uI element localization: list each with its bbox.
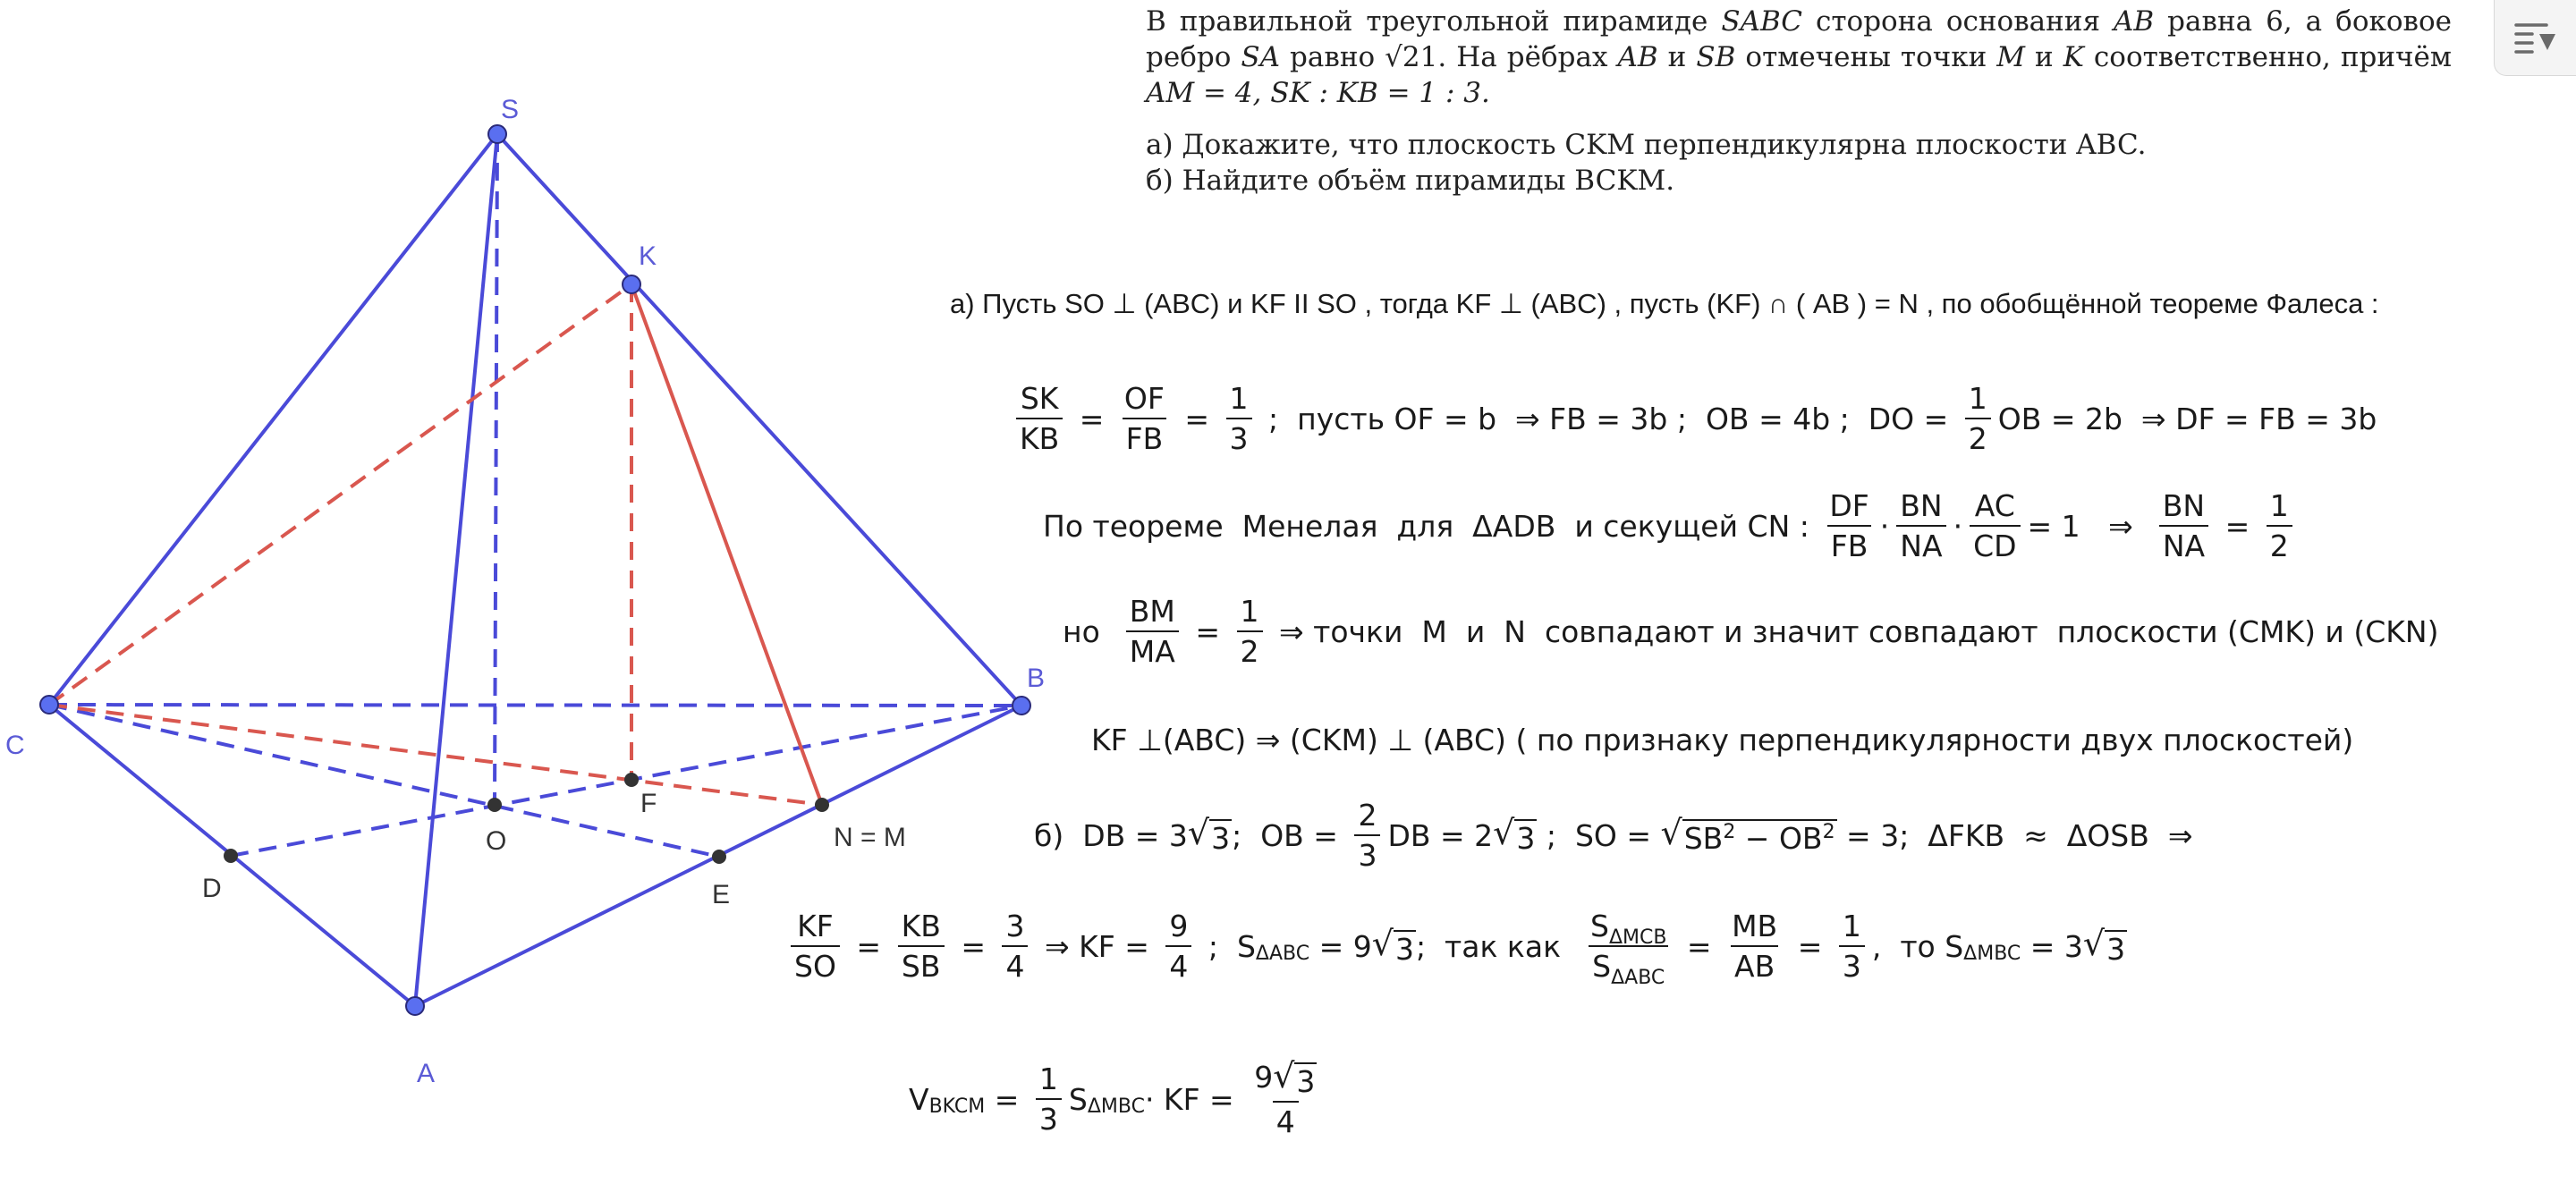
question-a: а) Докажите, что плоскость CKM перпендикулярна плоскости ABC. — [1146, 129, 2147, 161]
edge-SA — [415, 134, 497, 1006]
point-D — [224, 849, 238, 863]
label-B: B — [1027, 664, 1046, 693]
solution-line-3: По теореме Менелая для ΔADB и секущей CN : $\frac{DF}{FB}$ · $\frac{BN}{NA}$ · $\frac{AC}{CD}$ = 1 ⇒ $\frac{BN}{NA}$ = $\frac{1}{2}$ — [1043, 488, 2300, 563]
pyramid-figure — [0, 0, 1055, 1184]
point-S — [488, 125, 506, 143]
solution-line-4: но $\frac{BM}{MA}$ = $\frac{1}{2}$ ⇒ точки M и N совпадают и значит совпадают плоскости (CMK) и (CKN) — [1063, 594, 2439, 669]
solution-line-5: KF ⊥(ABC) ⇒ (CKM) ⊥ (ABC) ( по признаку перпендикулярности двух плоскостей) — [1091, 723, 2354, 757]
edge-CB-hidden — [49, 705, 1021, 706]
menu-sort-icon — [2512, 20, 2559, 55]
menu-toggle-button[interactable] — [2494, 0, 2576, 76]
points — [40, 125, 1030, 1015]
problem-statement — [1146, 4, 2452, 199]
label-F: F — [640, 789, 657, 818]
edge-SB — [497, 134, 1021, 706]
question-b: б) Найдите объём пирамиды BCKM. — [1146, 165, 1675, 197]
frac: $\frac{SK}{KB}$ — [1016, 381, 1063, 456]
solid-edges — [49, 134, 1021, 1006]
point-B — [1013, 697, 1030, 715]
point-O — [487, 798, 502, 812]
solution-line-6: б) DB = 3 √ 3 ; OB = $\frac{2}{3}$ DB = 2 √ 3 ; SO = √ $SB^2 - OB^2$ = 3; ΔFKB ≈ ΔOSB ⇒ — [1034, 798, 2193, 873]
point-E — [712, 850, 726, 864]
median-CE — [49, 705, 719, 857]
segment-KN — [631, 284, 822, 805]
label-C: C — [5, 731, 25, 760]
solution-line-7: $\frac{KF}{SO}$ = $\frac{KB}{SB}$ = $\frac{3}{4}$ ⇒ KF = $\frac{9}{4}$ ; S ΔABC = 9 √ 3 ; так как $\frac{S_{\Delta MCB}}{S_{\Delta ABC}}$ = $\frac{MB}{AB}$ = $\frac{1}{3}$ , то S ΔMBC = 3 √ 3 — [784, 909, 2127, 984]
problem-text: В правильной треугольной пирамиде SABC сторона основания AB равна 6, а боковое ребро SA равно √21. На рёбрах AB и SB отмечены точки M и K соответственно, причём AM = 4, SK : KB = 1 : 3. — [1146, 5, 2453, 109]
label-S: S — [501, 95, 520, 124]
label-K: K — [639, 241, 657, 271]
label-NM: N = M — [834, 823, 906, 852]
label-D: D — [202, 874, 222, 903]
dashed-edges — [49, 134, 1021, 857]
edge-SC — [49, 134, 497, 705]
point-NM — [815, 798, 829, 812]
point-K — [623, 275, 640, 293]
solution-line-1: а) Пусть SO ⊥ (ABC) и KF II SO , тогда KF ⊥ (ABC) , пусть (KF) ∩ ( AB ) = N , по обобщённой теореме Фалеса : — [950, 288, 2379, 319]
label-E: E — [712, 880, 731, 909]
solution-line-2: $\frac{SK}{KB}$ = $\frac{OF}{FB}$ = $\frac{1}{3}$ ; пусть OF = b ⇒ FB = 3b ; OB = 4b ; DO = $\frac{1}{2}$ OB = 2b ⇒ DF = FB = 3b — [1009, 381, 2377, 456]
segment-CK — [49, 284, 631, 705]
point-C — [40, 696, 58, 714]
point-A — [406, 997, 424, 1015]
label-O: O — [486, 826, 507, 856]
label-A: A — [417, 1059, 436, 1088]
point-F — [624, 773, 639, 787]
solution-line-8: V BKCM = $\frac{1}{3}$ S ΔMBC · KF = 9 √ 3 4 — [909, 1056, 1316, 1139]
